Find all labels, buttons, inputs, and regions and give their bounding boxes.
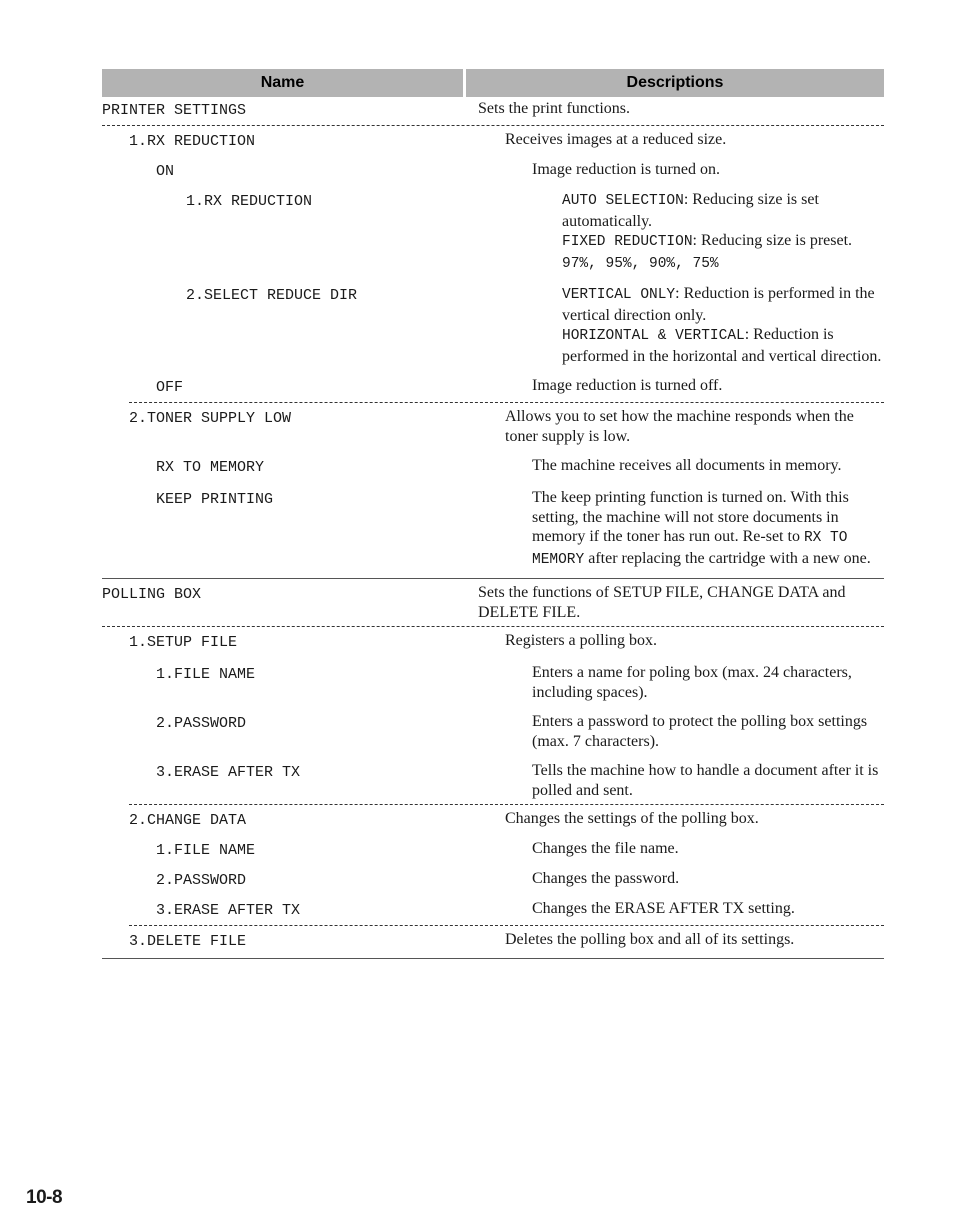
- setting-name: 2.CHANGE DATA: [129, 812, 247, 829]
- option-text: : Reducing size is set automatically.: [562, 191, 819, 230]
- setting-name: 2.TONER SUPPLY LOW: [129, 410, 292, 427]
- setting-description: Receives images at a reduced size.: [505, 131, 727, 148]
- table-row: [102, 450, 884, 482]
- setting-name: KEEP PRINTING: [156, 491, 274, 508]
- option-text: : Reduction is performed in the horizontal and vertical direction.: [562, 326, 882, 365]
- setting-name: OFF: [156, 379, 184, 396]
- table-row: [102, 835, 884, 865]
- setting-name: 2.PASSWORD: [156, 715, 247, 732]
- setting-description: Enters a name for poling box (max. 24 characters, including spaces).: [532, 664, 852, 701]
- table-bottom-border: [102, 958, 884, 959]
- setting-description: The machine receives all documents in memory.: [532, 457, 842, 474]
- table-row: [102, 627, 884, 657]
- setting-description: Image reduction is turned off.: [532, 377, 723, 394]
- setting-name: 2.PASSWORD: [156, 872, 247, 889]
- setting-name: 1.FILE NAME: [156, 842, 256, 859]
- column-header-descriptions: Descriptions: [466, 69, 884, 97]
- option-auto-selection: AUTO SELECTION: [562, 193, 684, 209]
- setting-description: Tells the machine how to handle a document after it is polled and sent.: [532, 762, 879, 799]
- option-text: : Reducing size is preset.: [692, 232, 853, 249]
- settings-table: [102, 69, 884, 959]
- setting-description: Allows you to set how the machine responds when the toner supply is low.: [505, 408, 854, 445]
- setting-description: Changes the password.: [532, 870, 680, 887]
- page-number: 10-8: [26, 1187, 63, 1208]
- table-row: [102, 278, 884, 370]
- setting-description: [532, 488, 884, 570]
- setting-description: Registers a polling box.: [505, 632, 657, 649]
- option-horizontal-vertical: HORIZONTAL & VERTICAL: [562, 328, 745, 344]
- table-row: [102, 755, 884, 804]
- setting-name: PRINTER SETTINGS: [102, 102, 247, 119]
- setting-description: Changes the file name.: [532, 840, 679, 857]
- option-rx-to-memory: RX TO MEMORY: [532, 530, 848, 568]
- setting-name: 2.SELECT REDUCE DIR: [186, 287, 358, 304]
- table-row: [102, 706, 884, 755]
- option-vertical-only: VERTICAL ONLY: [562, 287, 676, 303]
- setting-name: 1.FILE NAME: [156, 666, 256, 683]
- table-row: [102, 156, 884, 186]
- reduction-percentages: 97%, 95%, 90%, 75%: [562, 255, 719, 272]
- setting-name: 3.ERASE AFTER TX: [156, 764, 301, 781]
- setting-name: 1.RX REDUCTION: [129, 133, 256, 150]
- option-fixed-reduction: FIXED REDUCTION: [562, 234, 693, 250]
- table-row: [102, 926, 884, 956]
- setting-name: 3.DELETE FILE: [129, 933, 247, 950]
- table-row: [102, 482, 884, 574]
- setting-description: Enters a password to protect the polling box settings (max. 7 characters).: [532, 713, 868, 750]
- table-row: [102, 126, 884, 156]
- setting-description: Image reduction is turned on.: [532, 161, 720, 178]
- table-row: [102, 805, 884, 835]
- table-row: [102, 370, 884, 402]
- setting-description: Changes the settings of the polling box.: [505, 810, 759, 827]
- table-row: [102, 895, 884, 925]
- setting-name: 1.SETUP FILE: [129, 634, 238, 651]
- table-row: [102, 403, 884, 450]
- setting-name: 3.ERASE AFTER TX: [156, 902, 301, 919]
- setting-description: Sets the functions of SETUP FILE, CHANGE DATA and DELETE FILE.: [478, 584, 846, 621]
- setting-name: 1.RX REDUCTION: [186, 193, 313, 210]
- table-header: [102, 69, 884, 97]
- table-row: [102, 865, 884, 895]
- setting-description: Deletes the polling box and all of its settings.: [505, 931, 795, 948]
- setting-description: Sets the print functions.: [478, 100, 630, 117]
- setting-name: RX TO MEMORY: [156, 459, 265, 476]
- setting-description: [562, 284, 884, 366]
- table-row: [102, 186, 884, 278]
- table-row: [102, 579, 884, 626]
- setting-description: Changes the ERASE AFTER TX setting.: [532, 900, 795, 917]
- description-text: after replacing the cartridge with a new one.: [584, 549, 871, 567]
- column-header-name: Name: [102, 69, 463, 97]
- setting-name: POLLING BOX: [102, 586, 202, 603]
- table-row: [102, 97, 884, 125]
- description-text: The keep printing function is turned on. With this setting, the machine will not store documents in memory if the toner has run out. Re-set to: [532, 489, 849, 545]
- table-row: [102, 657, 884, 706]
- setting-description: [562, 190, 884, 274]
- option-text: : Reduction is performed in the vertical direction only.: [562, 285, 875, 324]
- setting-name: ON: [156, 163, 175, 180]
